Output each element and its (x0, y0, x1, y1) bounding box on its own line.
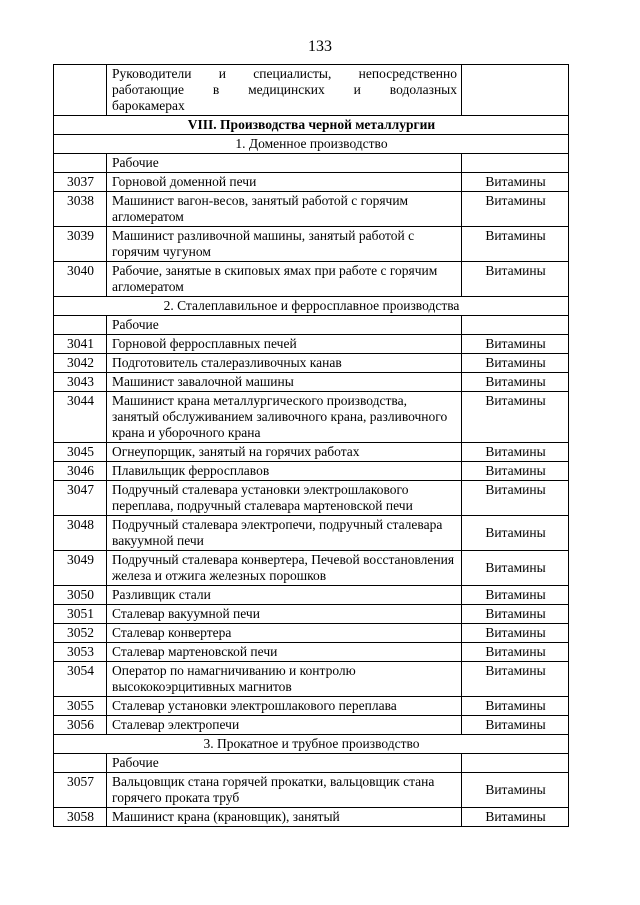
row-description: Сталевар установки электрошлакового переплава (107, 697, 462, 716)
table-row (54, 605, 569, 624)
group-row (54, 154, 569, 173)
description-line: работающие в медицинских и водолазных (112, 82, 457, 97)
row-result: Витамины (462, 643, 569, 662)
row-number: 3044 (54, 392, 107, 443)
row-result: Витамины (462, 516, 569, 551)
page-number: 133 (308, 38, 332, 55)
row-result: Витамины (462, 392, 569, 443)
row-number: 3041 (54, 335, 107, 354)
row-number: 3052 (54, 624, 107, 643)
table-row (54, 462, 569, 481)
table-row (54, 227, 569, 262)
row-result: Витамины (462, 716, 569, 735)
row-number: 3042 (54, 354, 107, 373)
table-row (54, 392, 569, 443)
group-label: Рабочие (107, 754, 462, 773)
row-number: 3053 (54, 643, 107, 662)
subsection-title: 2. Сталеплавильное и ферросплавное производства (54, 297, 569, 316)
row-result: Витамины (462, 373, 569, 392)
subsection-title: 3. Прокатное и трубное производство (54, 735, 569, 754)
row-description: Машинист завалочной машины (107, 373, 462, 392)
row-description: Плавильщик ферросплавов (107, 462, 462, 481)
group-row (54, 754, 569, 773)
row-description: Машинист разливочной машины, занятый работой с горячим чугуном (107, 227, 462, 262)
table-row (54, 373, 569, 392)
table-row (54, 335, 569, 354)
row-number: 3039 (54, 227, 107, 262)
number-cell (54, 754, 107, 773)
row-number: 3046 (54, 462, 107, 481)
row-number: 3037 (54, 173, 107, 192)
number-cell (54, 65, 107, 116)
table-row (54, 643, 569, 662)
row-description: Машинист крана металлургического производства, занятый обслуживанием заливочного крана, разливочного крана и уборочного крана (107, 392, 462, 443)
row-result: Витамины (462, 262, 569, 297)
subsection-row (54, 135, 569, 154)
row-result: Витамины (462, 192, 569, 227)
number-cell (54, 316, 107, 335)
row-number: 3058 (54, 808, 107, 827)
table-row (54, 262, 569, 297)
row-result: Витамины (462, 551, 569, 586)
description-cell (107, 65, 462, 116)
group-label: Рабочие (107, 316, 462, 335)
group-label: Рабочие (107, 154, 462, 173)
subsection-row (54, 297, 569, 316)
row-description: Сталевар мартеновской печи (107, 643, 462, 662)
row-number: 3051 (54, 605, 107, 624)
number-cell (54, 154, 107, 173)
table-row (54, 443, 569, 462)
table-row (54, 551, 569, 586)
row-description: Вальцовщик стана горячей прокатки, вальцовщик стана горячего проката труб (107, 773, 462, 808)
row-result: Витамины (462, 605, 569, 624)
row-description: Сталевар вакуумной печи (107, 605, 462, 624)
row-result: Витамины (462, 354, 569, 373)
row-description: Машинист вагон-весов, занятый работой с горячим агломератом (107, 192, 462, 227)
table-row (54, 808, 569, 827)
row-description: Машинист крана (крановщик), занятый (107, 808, 462, 827)
result-cell (462, 154, 569, 173)
row-number: 3043 (54, 373, 107, 392)
table-row (54, 65, 569, 116)
description-line: барокамерах (112, 98, 185, 113)
row-description: Огнеупорщик, занятый на горячих работах (107, 443, 462, 462)
row-number: 3038 (54, 192, 107, 227)
group-row (54, 316, 569, 335)
row-result: Витамины (462, 335, 569, 354)
row-result: Витамины (462, 462, 569, 481)
row-description: Подручный сталевара установки электрошлакового переплава, подручный сталевара мартеновской печи (107, 481, 462, 516)
row-description: Подручный сталевара конвертера, Печевой восстановления железа и отжига железных порошков (107, 551, 462, 586)
row-result: Витамины (462, 586, 569, 605)
table-row (54, 586, 569, 605)
row-number: 3057 (54, 773, 107, 808)
row-description: Подручный сталевара электропечи, подручный сталевара вакуумной печи (107, 516, 462, 551)
row-result: Витамины (462, 481, 569, 516)
row-description: Горновой доменной печи (107, 173, 462, 192)
row-result: Витамины (462, 808, 569, 827)
table-row (54, 773, 569, 808)
result-cell (462, 316, 569, 335)
row-description: Сталевар электропечи (107, 716, 462, 735)
row-number: 3045 (54, 443, 107, 462)
table-row (54, 192, 569, 227)
row-number: 3048 (54, 516, 107, 551)
subsection-title: 1. Доменное производство (54, 135, 569, 154)
table-row (54, 516, 569, 551)
row-number: 3040 (54, 262, 107, 297)
row-description: Подготовитель сталеразливочных канав (107, 354, 462, 373)
row-number: 3050 (54, 586, 107, 605)
occupation-table (53, 64, 569, 827)
section-row (54, 116, 569, 135)
row-result: Витамины (462, 697, 569, 716)
row-number: 3055 (54, 697, 107, 716)
table-row (54, 697, 569, 716)
row-number: 3047 (54, 481, 107, 516)
table-row (54, 662, 569, 697)
row-description: Горновой ферросплавных печей (107, 335, 462, 354)
row-result: Витамины (462, 624, 569, 643)
section-title: VIII. Производства черной металлургии (54, 116, 569, 135)
row-description: Разливщик стали (107, 586, 462, 605)
subsection-row (54, 735, 569, 754)
row-result: Витамины (462, 443, 569, 462)
row-number: 3054 (54, 662, 107, 697)
table-row (54, 481, 569, 516)
result-cell (462, 65, 569, 116)
row-description: Рабочие, занятые в скиповых ямах при работе с горячим агломератом (107, 262, 462, 297)
row-result: Витамины (462, 662, 569, 697)
row-number: 3049 (54, 551, 107, 586)
row-result: Витамины (462, 173, 569, 192)
table-row (54, 624, 569, 643)
table-row (54, 354, 569, 373)
table-row (54, 173, 569, 192)
row-description: Сталевар конвертера (107, 624, 462, 643)
row-result: Витамины (462, 227, 569, 262)
row-description: Оператор по намагничиванию и контролю высококоэрцитивных магнитов (107, 662, 462, 697)
result-cell (462, 754, 569, 773)
table-row (54, 716, 569, 735)
row-number: 3056 (54, 716, 107, 735)
row-result: Витамины (462, 773, 569, 808)
description-line: Руководители и специалисты, непосредственно (112, 66, 457, 81)
